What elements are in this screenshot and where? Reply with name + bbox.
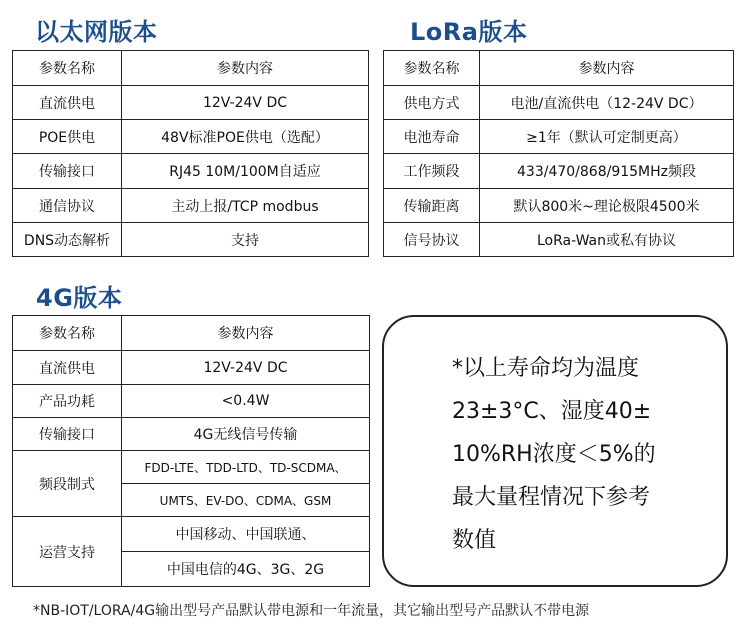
- header-param-content: 参数内容: [480, 51, 734, 86]
- table-row: [13, 351, 370, 385]
- footnote: *NB-IOT/LORA/4G输出型号产品默认带电源和一年流量，其它输出型号产品默认不带电源: [33, 603, 590, 619]
- table-row: [13, 418, 370, 451]
- param-name: DNS动态解析: [13, 223, 122, 257]
- param-name: 传输接口: [13, 154, 122, 189]
- param-value: 中国移动、中国联通、: [122, 517, 370, 552]
- table-row: [13, 451, 370, 484]
- param-value: 支持: [122, 223, 369, 257]
- param-name: 通信协议: [13, 189, 122, 223]
- param-value: 电池/直流供电（12-24V DC）: [480, 86, 734, 120]
- param-name: 供电方式: [384, 86, 480, 120]
- ethernet-spec-table: [12, 50, 369, 257]
- param-value: ≥1年（默认可定制更高）: [480, 120, 734, 154]
- param-name: 产品功耗: [13, 385, 122, 418]
- table-row: [384, 86, 734, 120]
- table-header-row: [384, 51, 734, 86]
- param-name: 信号协议: [384, 223, 480, 257]
- table-header-row: [13, 316, 370, 351]
- header-param-content: 参数内容: [122, 316, 370, 351]
- param-value: UMTS、EV-DO、CDMA、GSM: [122, 484, 370, 517]
- param-name: 直流供电: [13, 86, 122, 120]
- lifespan-note-box: [382, 315, 728, 587]
- param-name: 电池寿命: [384, 120, 480, 154]
- param-value: 默认800米~理论极限4500米: [480, 189, 734, 223]
- table-row: [13, 223, 369, 257]
- note-line: 最大量程情况下参考: [452, 485, 651, 510]
- note-line: 23±3°C、湿度40±: [452, 399, 652, 424]
- table-row: [384, 154, 734, 189]
- lora-section-title: LoRa版本: [410, 18, 528, 46]
- param-name: POE供电: [13, 120, 122, 154]
- table-row: [384, 120, 734, 154]
- header-param-name: 参数名称: [384, 51, 480, 86]
- param-value: 12V-24V DC: [122, 351, 370, 385]
- table-row: [13, 86, 369, 120]
- param-name: 运营支持: [13, 517, 122, 587]
- param-value: FDD-LTE、TDD-LTD、TD-SCDMA、: [122, 451, 370, 484]
- param-value: 中国电信的4G、3G、2G: [122, 552, 370, 587]
- param-value: 主动上报/TCP modbus: [122, 189, 369, 223]
- header-param-name: 参数名称: [13, 316, 122, 351]
- param-name: 传输接口: [13, 418, 122, 451]
- param-value: 4G无线信号传输: [122, 418, 370, 451]
- note-line: 数值: [452, 528, 497, 553]
- note-line: *以上寿命均为温度: [452, 356, 640, 381]
- table-row: [384, 189, 734, 223]
- param-name: 传输距离: [384, 189, 480, 223]
- table-row: [13, 385, 370, 418]
- table-row: [13, 517, 370, 552]
- table-header-row: [13, 51, 369, 86]
- param-value: LoRa-Wan或私有协议: [480, 223, 734, 257]
- param-name: 工作频段: [384, 154, 480, 189]
- note-line: 10%RH浓度＜5%的: [452, 442, 656, 467]
- table-row: [384, 223, 734, 257]
- header-param-content: 参数内容: [122, 51, 369, 86]
- header-param-name: 参数名称: [13, 51, 122, 86]
- param-name: 频段制式: [13, 451, 122, 517]
- g4-section-title: 4G版本: [36, 284, 123, 312]
- param-value: RJ45 10M/100M自适应: [122, 154, 369, 189]
- param-value: 433/470/868/915MHz频段: [480, 154, 734, 189]
- table-row: [13, 154, 369, 189]
- lora-spec-table: [383, 50, 734, 257]
- param-value: 12V-24V DC: [122, 86, 369, 120]
- g4-spec-table: [12, 315, 370, 587]
- table-row: [13, 189, 369, 223]
- param-value: <0.4W: [122, 385, 370, 418]
- param-value: 48V标准POE供电（选配）: [122, 120, 369, 154]
- table-row: [13, 120, 369, 154]
- ethernet-section-title: 以太网版本: [35, 18, 158, 46]
- param-name: 直流供电: [13, 351, 122, 385]
